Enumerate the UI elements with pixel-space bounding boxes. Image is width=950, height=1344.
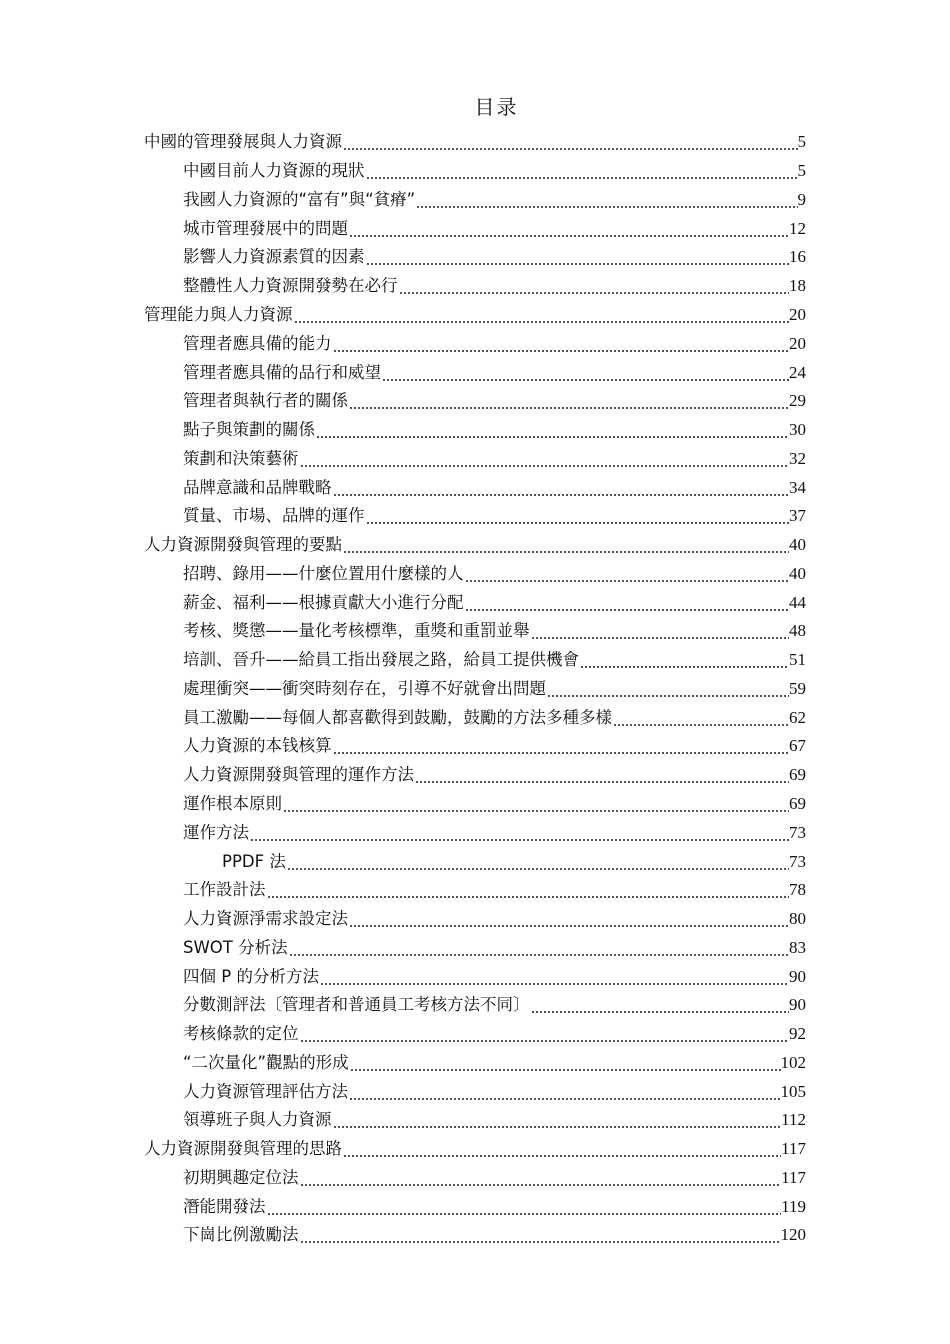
- toc-section-entry[interactable]: [0, 905, 950, 934]
- toc-title: 目录: [474, 95, 519, 119]
- toc-entry-label: 招聘、錄用——什麼位置用什麼樣的人: [183, 563, 464, 583]
- toc-entry-page-number: 105: [780, 1081, 806, 1101]
- toc-entry-label: 下崗比例激勵法: [183, 1225, 299, 1245]
- toc-section-entry[interactable]: [0, 732, 950, 761]
- toc-entry-label: 品牌意識和品牌戰略: [183, 477, 332, 497]
- toc-entry-label: 影響人力資源素質的因素: [183, 247, 365, 267]
- toc-section-entry[interactable]: [0, 272, 950, 301]
- dot-leader: [283, 794, 789, 814]
- toc-chapter-entry[interactable]: [0, 531, 950, 560]
- dot-leader: [343, 1139, 781, 1159]
- toc-section-entry[interactable]: [0, 1077, 950, 1106]
- toc-section-entry[interactable]: [0, 416, 950, 445]
- toc-section-entry[interactable]: [0, 1164, 950, 1193]
- dot-leader: [316, 420, 789, 440]
- toc-entry-label: 管理者與執行者的關係: [183, 391, 348, 411]
- table-of-contents: [0, 128, 950, 1250]
- dot-leader: [349, 909, 789, 929]
- dot-leader: [267, 1197, 782, 1217]
- toc-section-entry[interactable]: [0, 790, 950, 819]
- toc-entry-label: 人力資源淨需求設定法: [183, 909, 348, 929]
- toc-entry-page-number: 90: [789, 966, 806, 986]
- dot-leader: [300, 449, 790, 469]
- toc-entry-page-number: 69: [789, 765, 806, 785]
- toc-section-entry[interactable]: [0, 933, 950, 962]
- dot-leader: [580, 650, 789, 670]
- toc-entry-label: 初期興趣定位法: [183, 1167, 299, 1187]
- dot-leader: [343, 535, 789, 555]
- toc-entry-page-number: 119: [781, 1196, 806, 1216]
- dot-leader: [399, 276, 790, 296]
- dot-leader: [366, 247, 790, 267]
- toc-entry-label: 運作方法: [183, 822, 249, 842]
- toc-section-entry[interactable]: [0, 473, 950, 502]
- toc-section-entry[interactable]: [0, 559, 950, 588]
- toc-entry-label: 城市管理發展中的問題: [183, 218, 348, 238]
- toc-entry-label: 分數測評法〔管理者和普通員工考核方法不同〕: [183, 995, 530, 1015]
- toc-entry-page-number: 44: [789, 592, 806, 612]
- toc-entry-page-number: 102: [780, 1052, 806, 1072]
- toc-entry-label: 人力資源的本钱核算: [183, 736, 332, 756]
- toc-section-entry[interactable]: [0, 617, 950, 646]
- dot-leader: [333, 334, 790, 354]
- toc-entry-page-number: 48: [789, 621, 806, 641]
- toc-entry-label: 管理者應具備的品行和威望: [183, 362, 381, 382]
- toc-entry-label: 培訓、晉升——給員工指出發展之路，給員工提供機會: [183, 650, 579, 670]
- dot-leader: [289, 938, 789, 958]
- toc-entry-label: 中國的管理發展與人力資源: [144, 132, 342, 152]
- toc-entry-page-number: 69: [789, 793, 806, 813]
- toc-section-entry[interactable]: [0, 444, 950, 473]
- toc-section-entry[interactable]: [0, 1221, 950, 1250]
- toc-entry-page-number: 20: [789, 304, 806, 324]
- toc-entry-page-number: 117: [781, 1139, 806, 1159]
- toc-section-entry[interactable]: [0, 1049, 950, 1078]
- dot-leader: [333, 1110, 782, 1130]
- dot-leader: [349, 391, 789, 411]
- toc-entry-page-number: 120: [780, 1225, 806, 1245]
- toc-entry-label: “二次量化”觀點的形成: [183, 1052, 349, 1072]
- toc-entry-label: 考核條款的定位: [183, 1024, 299, 1044]
- dot-leader: [349, 1082, 781, 1102]
- dot-leader: [613, 708, 789, 728]
- toc-entry-label: 管理者應具備的能力: [183, 333, 332, 353]
- toc-entry-label: 考核、獎懲——量化考核標準，重獎和重罰並舉: [183, 621, 530, 641]
- toc-entry-page-number: 18: [789, 276, 806, 296]
- toc-entry-page-number: 16: [789, 247, 806, 267]
- toc-entry-page-number: 24: [789, 362, 806, 382]
- toc-section-entry[interactable]: [0, 1020, 950, 1049]
- toc-entry-page-number: 78: [789, 880, 806, 900]
- toc-entry-label: 管理能力與人力資源: [144, 304, 293, 324]
- toc-section-entry[interactable]: [0, 675, 950, 704]
- dot-leader: [465, 593, 790, 613]
- toc-section-entry[interactable]: [0, 646, 950, 675]
- dot-leader: [531, 621, 790, 641]
- toc-entry-page-number: 30: [789, 420, 806, 440]
- dot-leader: [350, 1053, 781, 1073]
- toc-entry-label: 點子與策劃的關係: [183, 420, 315, 440]
- toc-entry-label: 人力資源管理評估方法: [183, 1081, 348, 1101]
- toc-section-entry[interactable]: [0, 962, 950, 991]
- toc-entry-page-number: 29: [789, 391, 806, 411]
- toc-entry-label: 運作根本原則: [183, 793, 282, 813]
- toc-entry-page-number: 9: [797, 189, 806, 209]
- dot-leader: [366, 161, 798, 181]
- toc-entry-label: 我國人力資源的“富有”與“貧瘠”: [183, 189, 416, 209]
- toc-subsection-entry[interactable]: [0, 847, 950, 876]
- toc-section-entry[interactable]: [0, 157, 950, 186]
- toc-entry-page-number: 62: [789, 707, 806, 727]
- dot-leader: [531, 995, 790, 1015]
- toc-entry-label: 員工激勵——每個人都喜歡得到鼓勵，鼓勵的方法多種多樣: [183, 707, 612, 727]
- toc-chapter-entry[interactable]: [0, 301, 950, 330]
- toc-section-entry[interactable]: [0, 876, 950, 905]
- dot-leader: [300, 1024, 790, 1044]
- toc-entry-label: 整體性人力資源開發勢在必行: [183, 276, 398, 296]
- toc-entry-page-number: 12: [789, 218, 806, 238]
- toc-entry-label: 薪金、福利——根據貢獻大小進行分配: [183, 592, 464, 612]
- toc-entry-page-number: 32: [789, 448, 806, 468]
- toc-entry-page-number: 37: [789, 506, 806, 526]
- toc-section-entry[interactable]: [0, 818, 950, 847]
- toc-entry-page-number: 20: [789, 333, 806, 353]
- toc-entry-page-number: 40: [789, 535, 806, 555]
- dot-leader: [465, 564, 790, 584]
- toc-section-entry[interactable]: [0, 1192, 950, 1221]
- toc-entry-label: 領導班子與人力資源: [183, 1110, 332, 1130]
- dot-leader: [333, 478, 790, 498]
- toc-section-entry[interactable]: [0, 214, 950, 243]
- toc-section-entry[interactable]: [0, 243, 950, 272]
- toc-entry-label: 人力資源開發與管理的要點: [144, 535, 342, 555]
- toc-entry-label: 潛能開發法: [183, 1196, 266, 1216]
- toc-entry-page-number: 40: [789, 563, 806, 583]
- dot-leader: [343, 132, 798, 152]
- dot-leader: [416, 190, 797, 210]
- toc-entry-label: SWOT 分析法: [183, 937, 288, 957]
- dot-leader: [320, 967, 789, 987]
- dot-leader: [415, 765, 789, 785]
- toc-entry-page-number: 73: [789, 822, 806, 842]
- dot-leader: [250, 823, 789, 843]
- dot-leader: [300, 1168, 782, 1188]
- toc-entry-label: 人力資源開發與管理的運作方法: [183, 765, 414, 785]
- dot-leader: [294, 305, 790, 325]
- toc-entry-page-number: 5: [797, 161, 806, 181]
- toc-entry-label: 中國目前人力資源的現狀: [183, 161, 365, 181]
- dot-leader: [382, 363, 789, 383]
- toc-entry-page-number: 73: [789, 851, 806, 871]
- toc-section-entry[interactable]: [0, 186, 950, 215]
- toc-section-entry[interactable]: [0, 703, 950, 732]
- toc-section-entry[interactable]: [0, 991, 950, 1020]
- toc-entry-label: 質量、市場、品牌的運作: [183, 506, 365, 526]
- dot-leader: [349, 219, 789, 239]
- toc-entry-label: PPDF 法: [222, 851, 286, 871]
- toc-chapter-entry[interactable]: [0, 1135, 950, 1164]
- dot-leader: [300, 1225, 781, 1245]
- toc-section-entry[interactable]: [0, 761, 950, 790]
- toc-entry-page-number: 83: [789, 937, 806, 957]
- toc-entry-page-number: 59: [789, 678, 806, 698]
- toc-entry-page-number: 5: [797, 132, 806, 152]
- toc-entry-label: 處理衝突——衝突時刻存在，引導不好就會出問題: [183, 678, 546, 698]
- toc-entry-page-number: 67: [789, 736, 806, 756]
- toc-entry-page-number: 51: [789, 650, 806, 670]
- toc-chapter-entry[interactable]: [0, 128, 950, 157]
- toc-entry-page-number: 34: [789, 477, 806, 497]
- toc-entry-label: 工作設計法: [183, 880, 266, 900]
- dot-leader: [333, 736, 790, 756]
- toc-entry-label: 人力資源開發與管理的思路: [144, 1139, 342, 1159]
- dot-leader: [287, 852, 789, 872]
- toc-entry-label: 策劃和決策藝術: [183, 448, 299, 468]
- toc-entry-page-number: 92: [789, 1024, 806, 1044]
- toc-section-entry[interactable]: [0, 358, 950, 387]
- toc-section-entry[interactable]: [0, 1106, 950, 1135]
- toc-entry-label: 四個 P 的分析方法: [183, 966, 319, 986]
- toc-section-entry[interactable]: [0, 329, 950, 358]
- toc-entry-page-number: 117: [781, 1167, 806, 1187]
- toc-entry-page-number: 112: [781, 1110, 806, 1130]
- dot-leader: [547, 679, 789, 699]
- dot-leader: [366, 506, 790, 526]
- toc-section-entry[interactable]: [0, 502, 950, 531]
- dot-leader: [267, 880, 790, 900]
- toc-section-entry[interactable]: [0, 588, 950, 617]
- toc-entry-page-number: 90: [789, 995, 806, 1015]
- toc-section-entry[interactable]: [0, 387, 950, 416]
- toc-entry-page-number: 80: [789, 909, 806, 929]
